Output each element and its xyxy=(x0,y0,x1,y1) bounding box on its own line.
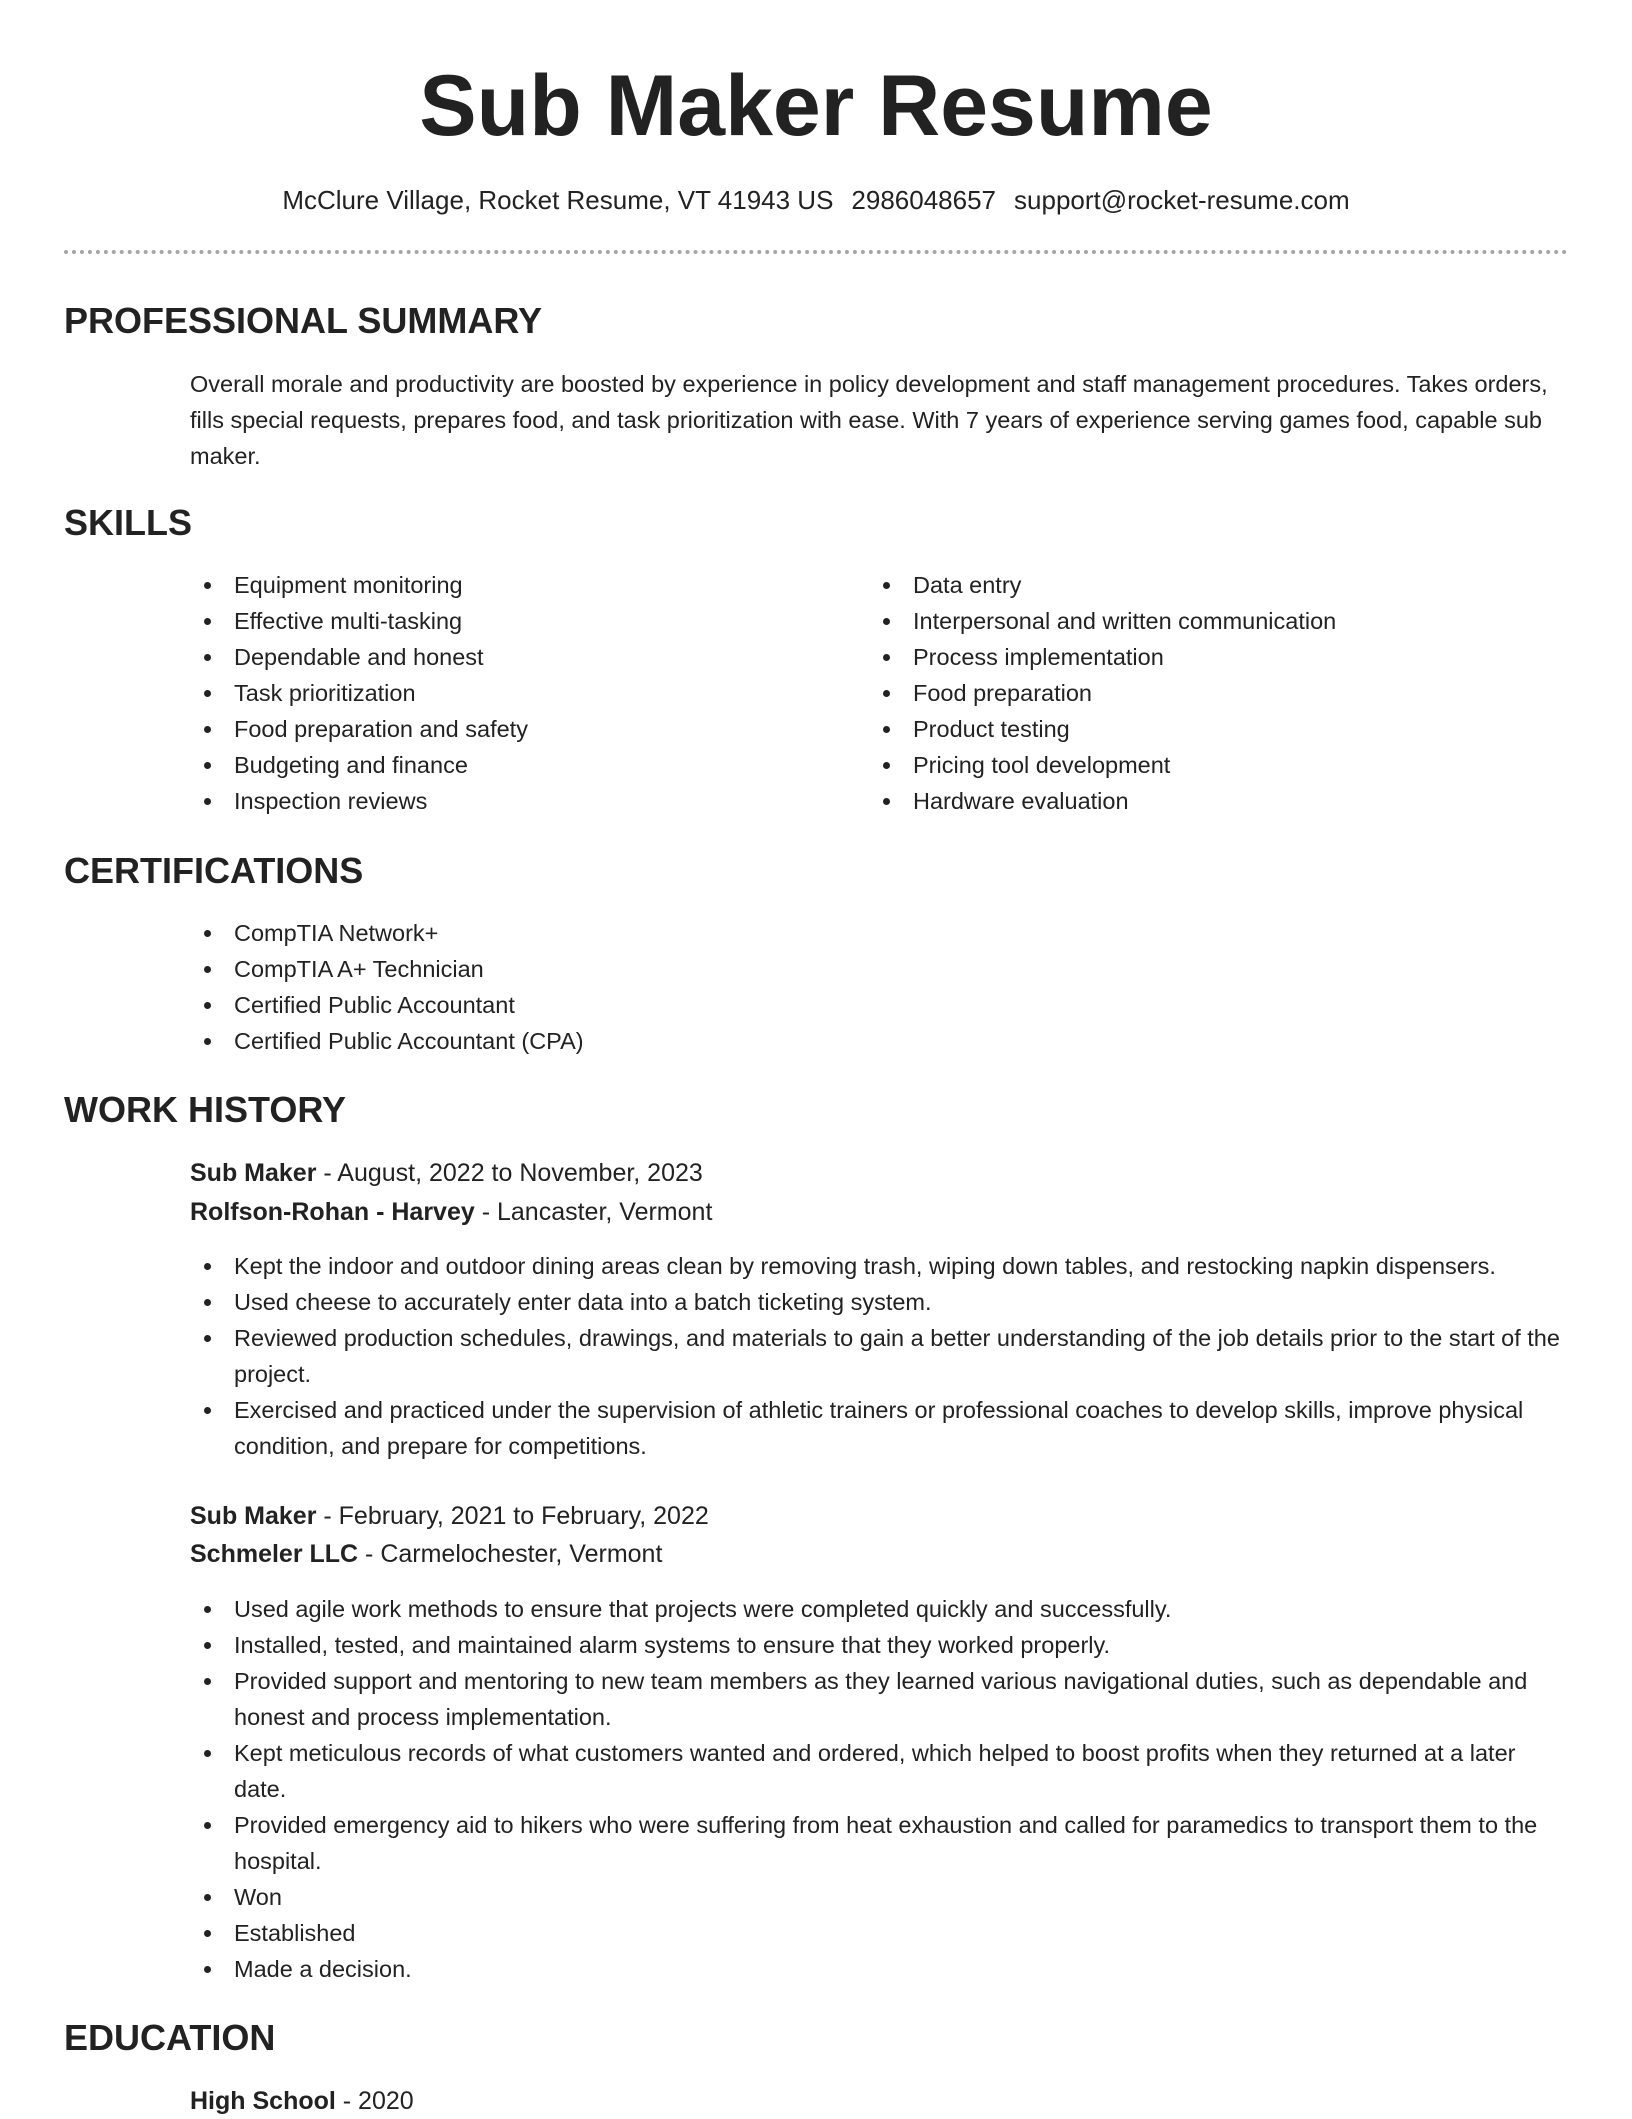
list-item: Certified Public Accountant (CPA) xyxy=(190,1023,1570,1059)
list-item: Kept the indoor and outdoor dining areas clean by removing trash, wiping down tables, and restocking napkin dispensers. xyxy=(190,1248,1570,1284)
job-title-line xyxy=(190,1155,703,1191)
job-bullets xyxy=(190,1591,1570,1987)
header-divider xyxy=(64,250,1568,254)
section-title-skills: SKILLS xyxy=(64,502,193,543)
list-item: Won xyxy=(190,1879,1570,1915)
list-item: Used agile work methods to ensure that projects were completed quickly and successfully. xyxy=(190,1591,1570,1627)
job-company: Schmeler LLC xyxy=(190,1540,359,1568)
list-item: Certified Public Accountant xyxy=(190,987,1570,1023)
list-item: Reviewed production schedules, drawings, and materials to gain a better understanding of the job details prior to the start of the project. xyxy=(190,1320,1570,1392)
job-company: Rolfson-Rohan - Harvey xyxy=(190,1198,475,1226)
job-company-line xyxy=(190,1536,662,1572)
list-item: Provided support and mentoring to new team members as they learned various navigational duties, such as dependable and honest and process implementation. xyxy=(190,1663,1570,1735)
job-title-line xyxy=(190,1498,709,1534)
contact-address: McClure Village, Rocket Resume, VT 41943 US xyxy=(282,185,834,215)
section-title-summary: PROFESSIONAL SUMMARY xyxy=(64,300,543,341)
certifications-list xyxy=(190,915,1570,1059)
list-item: Hardware evaluation xyxy=(869,783,1569,819)
list-item: Equipment monitoring xyxy=(190,567,830,603)
list-item: Pricing tool development xyxy=(869,747,1569,783)
list-item: Task prioritization xyxy=(190,675,830,711)
contact-phone: 2986048657 xyxy=(851,185,997,215)
list-item: Made a decision. xyxy=(190,1951,1570,1987)
list-item: Food preparation and safety xyxy=(190,711,830,747)
list-item: Exercised and practiced under the supervision of athletic trainers or professional coaches to develop skills, improve physical condition, and prepare for competitions. xyxy=(190,1392,1570,1464)
list-item: Inspection reviews xyxy=(190,783,830,819)
summary-text: Overall morale and productivity are boosted by experience in policy development and staff management procedures. Takes orders, fills special requests, prepares food, and task prioritization with ease. With 7 years of experience serving games food, capable sub maker. xyxy=(190,371,1548,469)
section-title-education: EDUCATION xyxy=(64,2017,276,2058)
list-item: Product testing xyxy=(869,711,1569,747)
list-item: Interpersonal and written communication xyxy=(869,603,1569,639)
list-item: Dependable and honest xyxy=(190,639,830,675)
job-role: Sub Maker xyxy=(190,1502,317,1530)
job-company-line xyxy=(190,1194,712,1230)
list-item: Food preparation xyxy=(869,675,1569,711)
list-item: Provided emergency aid to hikers who were suffering from heat exhaustion and called for paramedics to transport them to the hospital. xyxy=(190,1807,1570,1879)
section-title-certifications: CERTIFICATIONS xyxy=(64,850,364,891)
job-location: - Lancaster, Vermont xyxy=(474,1198,713,1226)
skills-list-right xyxy=(869,567,1569,819)
list-item: Established xyxy=(190,1915,1570,1951)
list-item: Installed, tested, and maintained alarm systems to ensure that they worked properly. xyxy=(190,1627,1570,1663)
job-location: - Carmelochester, Vermont xyxy=(358,1540,663,1568)
job-dates: - February, 2021 to February, 2022 xyxy=(316,1502,709,1530)
job-dates: - August, 2022 to November, 2023 xyxy=(316,1159,703,1187)
job-bullets xyxy=(190,1248,1570,1464)
list-item: CompTIA Network+ xyxy=(190,915,1570,951)
contact-email: support@rocket-resume.com xyxy=(1014,185,1350,215)
skills-list-left xyxy=(190,567,830,819)
list-item: Effective multi-tasking xyxy=(190,603,830,639)
list-item: CompTIA A+ Technician xyxy=(190,951,1570,987)
list-item: Used cheese to accurately enter data into a batch ticketing system. xyxy=(190,1284,1570,1320)
resume-title: Sub Maker Resume xyxy=(419,58,1213,154)
education-line xyxy=(190,2083,414,2119)
list-item: Data entry xyxy=(869,567,1569,603)
list-item: Kept meticulous records of what customers wanted and ordered, which helped to boost profits when they returned at a later date. xyxy=(190,1735,1570,1807)
job-role: Sub Maker xyxy=(190,1159,317,1187)
section-title-work-history: WORK HISTORY xyxy=(64,1089,347,1130)
list-item: Budgeting and finance xyxy=(190,747,830,783)
education-year: - 2020 xyxy=(335,2087,414,2115)
contact-line xyxy=(0,182,1632,218)
list-item: Process implementation xyxy=(869,639,1569,675)
education-degree: High School xyxy=(190,2087,336,2115)
